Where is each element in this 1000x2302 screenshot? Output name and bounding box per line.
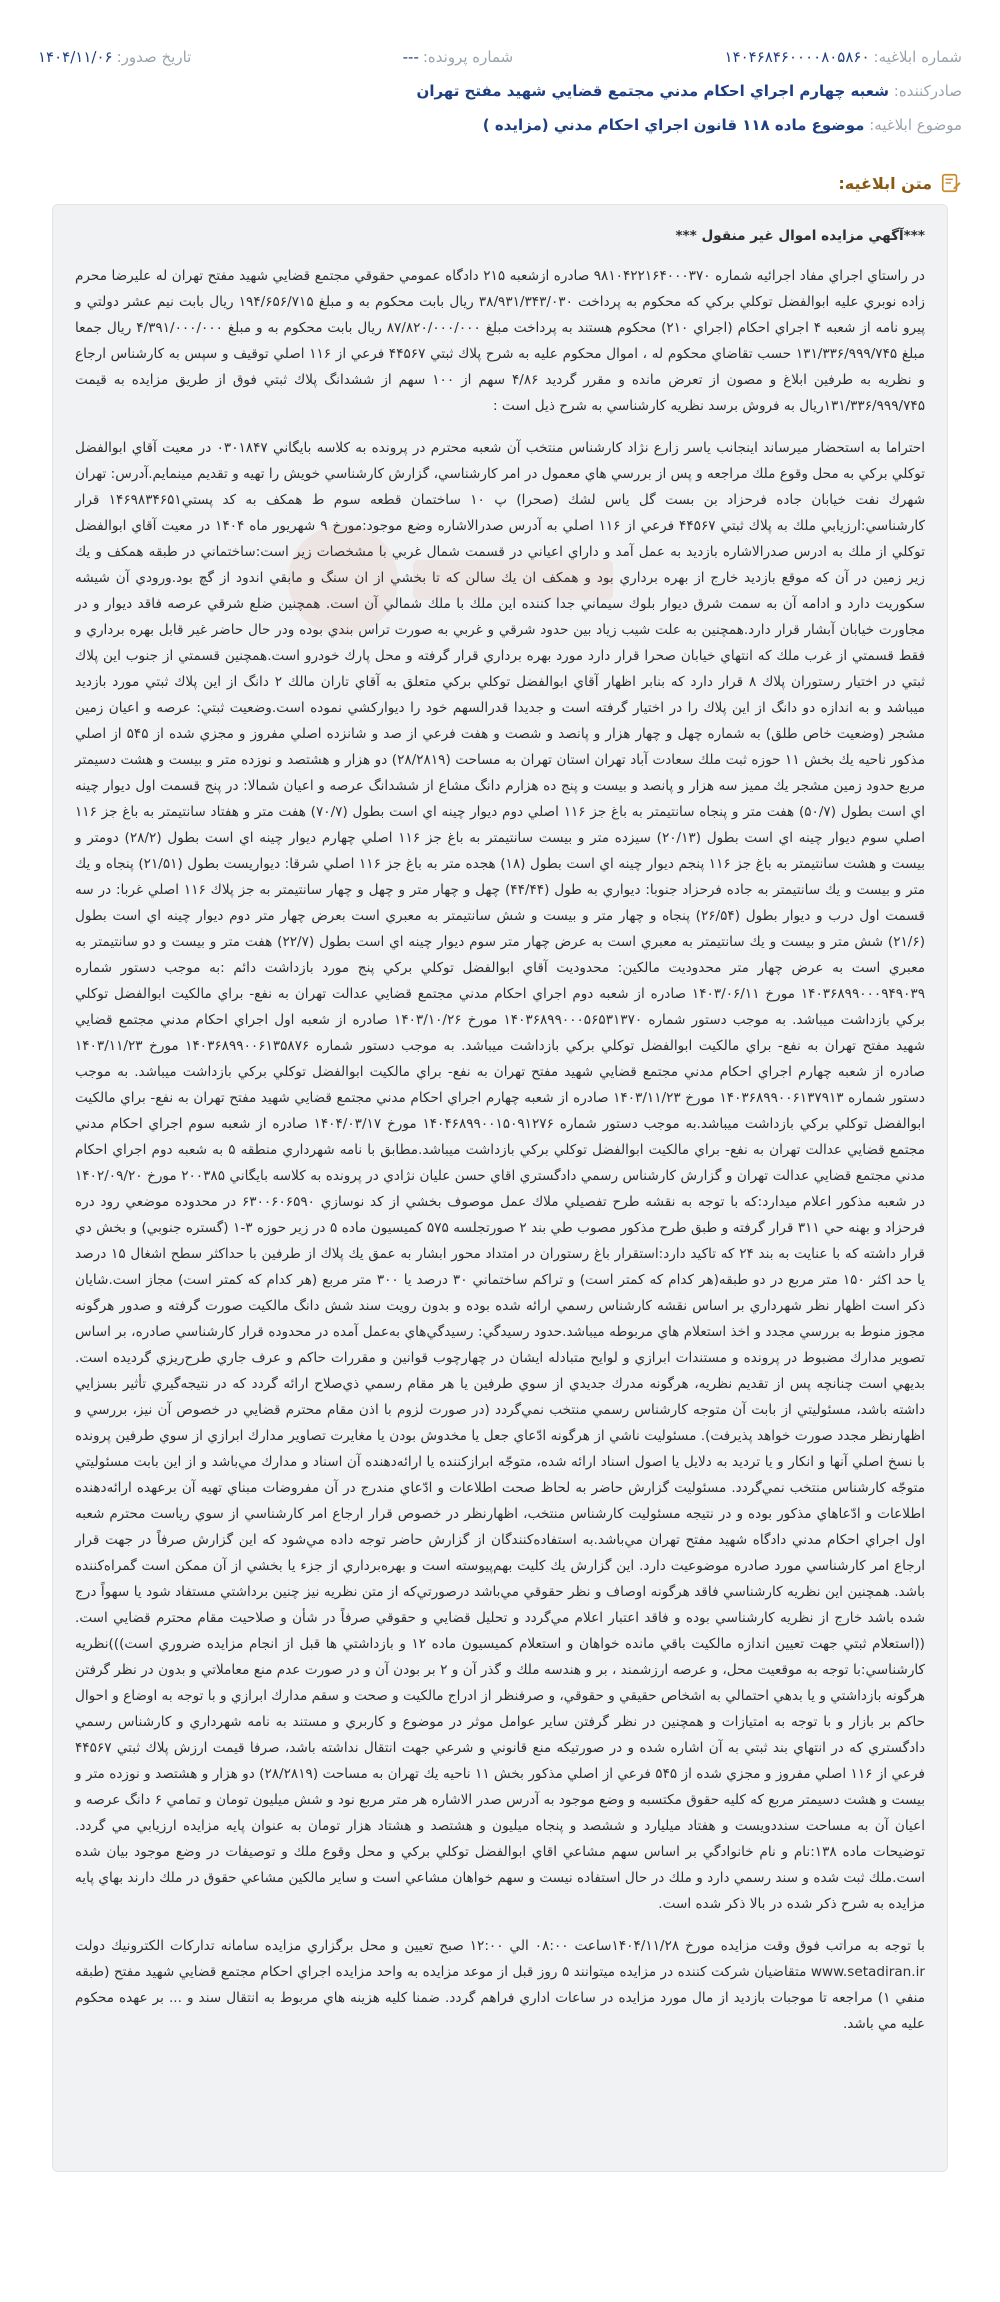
issue-date-label: تاریخ صدور:: [116, 48, 192, 66]
notice-paragraph-3: با توجه به مراتب فوق وقت مزايده مورخ ۱۴۰۴/۱۱/۲۸ساعت ۰۸:۰۰ الي ۱۲:۰۰ صبح تعيين و محل برگزاري مزايده سامانه تداركات الكترونيك دولت www.setadiran.ir متقاضيان شركت كننده در مزايده ميتوانند ۵ روز قبل از موعد مزايده به واحد مزايده اجراي احكام مجتمع قضايي شهيد مفتح (طبقه منفي ۱) مراجعه تا موجبات بازديد از مال مورد مزايده در ساعات اداري فراهم گردد. ضمنا كليه هزينه هاي مربوط به انتقال سند و ... بر عهده محكوم عليه مي باشد.: [75, 1938, 925, 2032]
notice-number-value: ۱۴۰۴۶۸۴۶۰۰۰۰۸۰۵۸۶۰: [724, 48, 870, 66]
issue-date-value: ۱۴۰۴/۱۱/۰۶: [38, 48, 113, 66]
issuer-label: صادرکننده:: [893, 82, 962, 100]
case-number-field: [403, 48, 514, 66]
case-number-value: ---: [402, 48, 419, 66]
notice-meta-row: [38, 40, 962, 74]
notice-text-heading: [38, 168, 962, 198]
subject-row: [38, 108, 962, 142]
notice-header: [0, 0, 1000, 142]
case-number-label: شماره پرونده:: [422, 48, 514, 66]
subject-label: موضوع ابلاغیه:: [869, 116, 962, 134]
issuer-value: شعبه چهارم اجراي احكام مدني مجتمع قضايي شهيد مفتح تهران: [416, 82, 889, 100]
document-edit-icon: [940, 172, 962, 194]
issue-date-field: [38, 48, 191, 66]
notice-number-field: [725, 48, 962, 66]
subject-value: موضوع ماده ۱۱۸ قانون اجراي احكام مدني (مزايده ): [482, 116, 865, 134]
notice-heading: ***آگهي مزايده اموال غير منقول ***: [675, 228, 925, 244]
notice-body-card: [52, 204, 948, 2172]
notice-paragraph-1: در راستاي اجراي مفاد اجرائيه شماره ۹۸۱۰۴۲۲۱۶۴۰۰۰۳۷۰ صادره ازشعبه ۲۱۵ دادگاه عمومي حقوقي مجتمع قضايي شهيد مفتح تهران له عليرضا محرم زاده نوبري عليه ابوالفضل توكلي بركي كه محكوم به پرداخت ۳۸/۹۳۱/۳۴۳/۰۳۰ ريال بابت محكوم به و مبلغ ۱۹۴/۶۵۶/۷۱۵ ريال بابت نيم عشر دولتي و پيرو نامه از شعبه ۴ اجراي احكام (اجراي ۲۱۰) محكوم هستند به پرداخت مبلغ ۸۷/۸۲۰/۰۰۰/۰۰۰ ريال بابت محكوم به و مبلغ ۴/۳۹۱/۰۰۰/۰۰۰ ريال جمعا مبلغ ۱۳۱/۳۳۶/۹۹۹/۷۴۵ حسب تقاضاي محكوم له ، اموال محكوم عليه به شرح پلاك ثبتي ۴۴۵۶۷ فرعي از ۱۱۶ اصلي توقيف و سپس به كارشناس ارجاع و نظريه به طرفين ابلاغ و مصون از تعرض مانده و مقرر گرديد ۴/۸۶ سهم از ۱۰۰ سهم از ششدانگ پلاك ثبتي فوق از طريق مزايده به قيمت ۱۳۱/۳۳۶/۹۹۹/۷۴۵ريال به فروش برسد نظريه كارشناسي به شرح ذيل است :: [75, 268, 925, 414]
notice-paragraph-2: احتراما به استحضار ميرساند اينجانب ياسر زارع نژاد كارشناس منتخب آن شعبه محترم در پرونده به كلاسه بايگاني ۰۳۰۱۸۴۷ در معيت آقاي ابوالفضل توكلي بركي به محل وقوع ملك مراجعه و پس از بررسي هاي معمول در امر كارشناسي، گزارش كارشناسي خويش را تهيه و تقديم مينمايم.آدرس: تهران شهرك نفت خيابان جاده فرحزاد بن بست گل ياس لشك (صحرا) پ ۱۰ ساختمان قطعه سوم ط همكف به كد پستي۱۴۶۹۸۳۴۶۵۱ قرار كارشناسي:ارزيابي ملك به پلاك ثبتي ۴۴۵۶۷ فرعي از ۱۱۶ اصلي به آدرس صدرالاشاره وضع موجود:مورخ ۹ شهريور ماه ۱۴۰۴ در معيت آقاي ابوالفضل توكلي از ملك به ادرس صدرالاشاره بازديد به عمل آمد و داراي اعياني در قسمت شمال غربي با مشخصات زير است:ساختماني در طبقه همكف و يك زير زمين در آن كه موقع بازديد خارج از بهره برداري بود و همكف ان يك سالن كه تا بخشي از ان سنگ و مابقي اندود از گچ بود.ورودي آن شيشه سكوريت دارد و ادامه آن به سمت شرق ديوار بلوك سيماني جدا كننده اين ملك با ملك شمالي آن است. همچنين ضلع شرقي عرصه فاقد ديوار و در مجاورت خيابان آبشار قرار دارد.همچنين به علت شيب زياد بين حدود شرقي و غربي به صورت تراس بندي بوده ودر حال حاضر غير قابل بهره برداري و فقط قسمتي از غرب ملك كه انتهاي خيابان صحرا قرار دارد مورد بهره برداري قرار گرفته و محل پارك خودرو است.همچنين قسمتي از جنوب اين پلاك ثبتي در اختيار رستوران پلاك ۸ قرار دارد كه بنابر اظهار آقاي ابوالفضل توكلي بركي متعلق به آقاي تاران مالك ۲ دانگ از اين پلاك ثبتي مورد بازديد ميباشد و به اندازه دو دانگ از اين پلاك را در اختيار گرفته است و جديدا قدرالسهم خود را ديواركشي نموده است.وضعيت ثبتي: عرصه و اعيان زمين مشجر (وضعيت خاص طلق) به شماره چهل و چهار هزار و پانصد و شصت و هفت فرعي از صد و شانزده اصلي مفروز و مجزي شده از ۵۴۵ از اصلي مذكور ناحيه يك بخش ۱۱ حوزه ثبت ملك سعادت آباد تهران استان تهران به مساحت (۲۸/۲۸۱۹) دو هزار و هشتصد و نوزده متر و بيست و هشت دسيمتر مربع حدود زمين مشجر يك مميز سه هزار و پانصد و بيست و پنج ده هزارم دانگ مشاع از ششدانگ عرصه و اعيان شمالا: در پنج قسمت اول ديوار چينه اي است بطول (۵۰/۷) هفت متر و پنجاه سانتيمتر به باغ جز ۱۱۶ اصلي دوم ديوار چينه اي است بطول (۷۰/۷) هفت متر و هفتاد سانتيمتر به باغ جز ۱۱۶ اصلي سوم ديوار چينه اي است بطول (۲۰/۱۳) سيزده متر و بيست سانتيمتر به باغ جز ۱۱۶ اصلي چهارم ديوار چينه اي است بطول (۲۸/۲) دومتر و بيست و هشت سانتيمتر به باغ جز ۱۱۶ پنجم ديوار چينه اي است بطول (۱۸) هجده متر به باغ جز ۱۱۶ اصلي شرقا: ديواريست بطول (۲۱/۵۱) پنجاه و يك متر و بيست و يك سانتيمتر به جاده فرحزاد جنوبا: ديواري به طول (۴۴/۴۴) چهل و چهار متر و چهل و چهار سانتيمتر به جز پلاك ۱۱۶ اصلي غربا: در سه قسمت اول درب و ديوار بطول (۲۶/۵۴) پنجاه و چهار متر و بيست و شش سانتيمتر به معبري است بعرض چهار متر دوم ديوار چينه اي است بطول (۲۱/۶) شش متر و بيست و يك سانتيمتر به معبري است به عرض چهار متر سوم ديوار چينه اي است بطول (۲۲/۷) هفت متر و بيست و دو سانتيمتر به معبري است به عرض چهار متر محدوديت مالكين: محدوديت آقاي ابوالفضل توكلي بركي پنج مورد بازداشت دائم :به موجب دستور شماره ۱۴۰۳۶۸۹۹۰۰۰۹۴۹۰۳۹ مورخ ۱۴۰۳/۰۶/۱۱ صادره از شعبه دوم اجراي احكام مدني مجتمع قضايي عدالت تهران به نفع- براي مالكيت ابوالفضل توكلي بركي بازداشت ميباشد. به موجب دستور شماره ۱۴۰۳۶۸۹۹۰۰۰۵۶۵۳۱۳۷۰ مورخ ۱۴۰۳/۱۰/۲۶ صادره از شعبه اول اجراي احكام مدني مجتمع قضايي شهيد مفتح تهران به نفع- براي مالكيت ابوالفضل توكلي بركي بازداشت ميباشد. به موجب دستور شماره ۱۴۰۳۶۸۹۹۰۰۶۱۳۵۸۷۶ مورخ ۱۴۰۳/۱۱/۲۳ صادره از شعبه چهارم اجراي احكام مدني مجتمع قضايي شهيد مفتح تهران به نفع- براي مالكيت ابوالفضل توكلي بركي بازداشت ميباشد. به موجب دستور شماره ۱۴۰۳۶۸۹۹۰۰۶۱۳۷۹۱۳ مورخ ۱۴۰۳/۱۱/۲۳ صادره از شعبه چهارم اجراي احكام مدني مجتمع قضايي شهيد مفتح تهران به نفع- براي مالكيت ابوالفضل توكلي بركي بازداشت ميباشد.به موجب دستور شماره ۱۴۰۴۶۸۹۹۰۰۱۵۰۹۱۲۷۶ مورخ ۱۴۰۴/۰۳/۱۷ صادره از شعبه سوم اجراي احكام مدني مجتمع قضايي عدالت تهران به نفع- براي مالكيت ابوالفضل توكلي بركي بازداشت ميباشد.مطابق با نامه شهرداري منطقه ۵ به شعبه دوم اجراي احكام مدني مجتمع قضايي عدالت تهران و گزارش كارشناس رسمي دادگستري اقاي حسن عليان نژادي در پرونده به كلاسه بايگاني ۲۰۰۳۸۵ مورخ ۱۴۰۲/۰۹/۲۰ در شعبه مذكور اعلام ميدارد:كه با توجه به نقشه طرح تفصيلي ملاك عمل موصوف بخشي از كد نوسازي ۶۳۰۰۶۰۶۵۹۰ در محدوده موضعي رود دره فرحزاد و بهنه حي ۳۱۱ قرار گرفته و طبق طرح مذكور مصوب طي بند ۲ صورتجلسه ۵۷۵ كميسيون ماده ۵ در زير حوزه ۳-۱ (گستره جنوبي) و بخش دي قرار داشته كه با عنايت به بند ۲۴ كه تاكيد دارد:استقرار باغ رستوران در امتداد محور ابشار به عمق يك پلاك از طرفين با حداكثر سطح اشغال ۱۵ درصد يا حد اكثر ۱۵۰ متر مربع در دو طبقه(هر كدام كه كمتر است) و تراكم ساختماني ۳۰ درصد يا ۳۰۰ متر مربع (هر كدام كه كمتر است) مجاز است.شايان ذكر است اظهار نظر شهرداري بر اساس نقشه كارشناس رسمي ارائه شده بوده و بدون رويت سند شش دانگ مالكيت صورت گرفته و صدور هرگونه مجوز منوط به بررسي مجدد و اخذ استعلام هاي مربوطه ميباشد.حدود رسيدگي: رسيدگي‌هاي به‌عمل آمده در محدوده قرار كارشناسي صادره، بر اساس تصوير مدارك مضبوط در پرونده و مستندات ابرازي و لوايح متبادله ايشان در چهارچوب قوانين و مقررات حاكم و عرف جاري طرح‌ريزي گرديده است. بديهي است چنانچه پس از تقديم نظريه، هرگونه مدرك جديدي از سوي طرفين يا هر مقام رسمي ذي‌صلاح ارائه گردد كه در نتيجه‌گيري تأثير بسزايي داشته باشد، مسئوليتي از بابت آن متوجه كارشناس رسمي منتخب نمي‌گردد (در صورت لزوم با اذن مقام محترم قضايي در خصوص آن نيز، بررسي و اظهارنظر مجدد صورت خواهد پذيرفت). مسئوليت ناشي از هرگونه ادّعاي جعل يا مخدوش بودن يا مغايرت تصاوير مدارك ابرازي از سوي طرفين پرونده با نسخ اصلي آنها و انكار و يا ترديد به دلايل يا اصول اسناد ارائه شده، متوجّه ابرازكننده يا ارائه‌دهنده آن اسناد و مدارك مي‌باشد و از اين بابت مسئوليتي متوجّه كارشناس منتخب نمي‌گردد. مسئوليت گزارش حاضر به لحاظ صحت اطلاعات و ادّعاي مندرج در آن مفروضات مبناي تهيه آن برعهده ارائه‌دهنده اطلاعات و ادّعاهاي مذكور بوده و در نتيجه مسئوليت كارشناس منتخب، اظهارنظر در خصوص قرار ارجاع امر كارشناسي از سوي رياست محترم شعبه اول اجراي احكام مدني دادگاه شهيد مفتح تهران مي‌باشد.به استفاده‌كنندگان از گزارش حاضر توجه داده مي‌شود كه اين گزارش صرفاً در جهت قرار ارجاع امر كارشناسي مورد صادره موضوعيت دارد. اين گزارش يك كليت بهم‌پيوسته است و بهره‌برداري از جزء يا بخشي از آن ممكن است گمراه‌كننده باشد. همچنين اين نظريه كارشناسي فاقد هرگونه اوصاف و نظر حقوقي مي‌باشد درصورتي‌كه از متن نظريه نيز چنين برداشتي مستفاد شود يا سهواً درج شده باشد خارج از نظريه كارشناسي بوده و فاقد اعتبار اعلام مي‌گردد و تحليل قضايي و حقوقي صرفاً در شأن و صلاحيت مقام محترم قضايي است. ((استعلام ثبتي جهت تعيين اندازه مالكيت باقي مانده خواهان و استعلام كميسيون ماده ۱۲ و بازداشتي ها قبل از انجام مزايده ضروري است)))نظريه كارشناسي:با توجه به موقعيت محل، و عرصه ارزشمند ، بر و هندسه ملك و گذر آن و ۲ بر بودن آن و در صورت عدم منع معاملاتي و بدون در نظر گرفتن هرگونه بازداشتي و يا بدهي احتمالي به اشخاص حقيقي و حقوقي، و صرفنظر از ادراج مالكيت و صحت و سقم مدارك ابرازي و با توجه به اوضاع و احوال حاكم بر بازار و با توجه به امتيازات و همچنين در نظر گرفتن ساير عوامل موثر در موضوع و كاربري و مستند به نامه شهرداري و كارشناس رسمي دادگستري كه در انتهاي بند ثبتي به آن اشاره شده و در صورتيكه منع قانوني و شرعي جهت انتقال نداشته باشد، صرفا قيمت ارزش پلاك ثبتي ۴۴۵۶۷ فرعي از ۱۱۶ اصلي مفروز و مجزي شده از ۵۴۵ فرعي از اصلي مذكور بخش ۱۱ ناحيه يك تهران به مساحت (۲۸/۲۸۱۹) دو هزار و هشتصد و نوزده متر و بيست و هشت دسيمتر مربع كه كليه حقوق مكتسبه و وضع موجود به آدرس صدر الاشاره هر متر مربع نود و شش ميليون تومان و تمامي ۶ دانگ عرصه و اعيان آن به مساحت سنددويست و هفتاد ميليارد و ششصد و پنجاه ميليون و هشتصد و هشتاد هزار تومان به عنوان پايه مزايده ارزيابي مي گردد. توضيحات ماده ۱۳۸:نام و نام خانوادگي بر اساس سهم مشاعي اقاي ابوالفضل توكلي بركي و محل وقوع ملك و توصيفات در وضع موجود بيان شده است.ملك ثبت شده و سند رسمي دارد و ملك در حال استفاده نيست و سهم خواهان مشاعي است و ساير مالكين مشاعي حقوق در ملك دارند بهاي پايه مزايده به شرح ذكر شده در بالا ذكر شده است.: [75, 440, 926, 1912]
notice-text-title: متن ابلاغیه:: [838, 173, 932, 193]
issuer-row: [38, 74, 962, 108]
notice-number-label: شماره ابلاغیه:: [873, 48, 962, 66]
